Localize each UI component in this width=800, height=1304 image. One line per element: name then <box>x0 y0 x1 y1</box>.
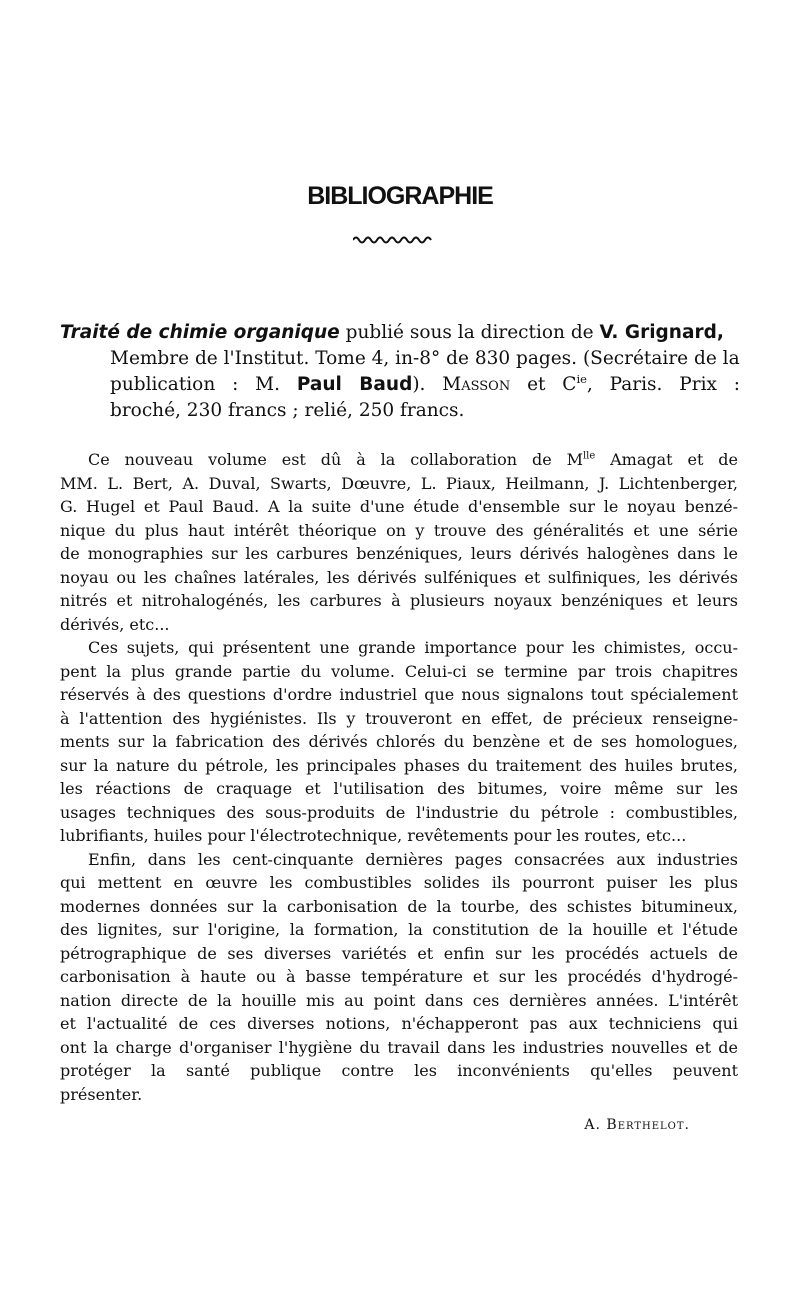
paragraph-line: noyau ou les chaînes latérales, les dérivés sulféniques et sulfiniques, les dérivés <box>60 567 738 587</box>
citation-line-3-start: publication : M. <box>110 374 280 395</box>
book-title: Traité de chimie organique <box>60 322 340 343</box>
citation-line-3 <box>60 372 740 398</box>
paragraph-line: de monographies sur les carbures benzéniques, leurs dérivés halogènes dans le <box>60 544 738 563</box>
paragraph-line: et l'actualité de ces diverses notions, n'échapperont pas aux techniciens qui <box>60 1014 738 1033</box>
paragraph-line: protéger la santé publique contre les inconvénients qu'elles peuvent <box>60 1061 738 1080</box>
paragraph-line <box>60 448 738 472</box>
citation-line-2: Membre de l'Institut. Tome 4, in-8° de 830 pages. (Secrétaire de la <box>110 348 740 369</box>
secretary-name: Paul Baud <box>296 374 413 395</box>
paragraph-line: les réactions de craquage et l'utilisation des bitumes, voire même sur les <box>60 779 738 798</box>
paragraph-line: pétrographique de ses diverses variétés et enfin sur les procédés actuels de <box>60 943 738 963</box>
page-title: BIBLIOGRAPHIE <box>307 182 493 210</box>
paragraph-line: pent la plus grande partie du volume. Celui-ci se termine par trois chapitres <box>60 661 738 681</box>
paragraph-line: usages techniques des sous-produits de l'industrie du pétrole : combustibles, <box>60 802 738 822</box>
paragraph-line: ont la charge d'organiser l'hygiène du travail dans les industries nouvelles et de <box>60 1037 738 1057</box>
paragraph-line: ments sur la fabrication des dérivés chlorés du benzène et de ses homologues, <box>60 732 738 751</box>
paragraph-line: présenter. <box>60 1084 143 1104</box>
paragraph-line: à l'attention des hygiénistes. Ils y trouveront en effet, de précieux renseigne- <box>60 708 738 728</box>
paragraph-line: modernes données sur la carbonisation de la tourbe, des schistes bitumineux, <box>60 896 738 916</box>
paragraph-line: nitrés et nitrohalogénés, les carbures à plusieurs noyaux benzéniques et leurs <box>60 591 738 610</box>
publisher-name: Masson <box>442 374 511 395</box>
paragraph-line: Ces sujets, qui présentent une grande importance pour les chimistes, occu- <box>88 638 738 657</box>
paragraph-line: sur la nature du pétrole, les principales phases du traitement des huiles brutes, <box>60 755 738 775</box>
citation-line-3-mid: ). <box>412 374 443 395</box>
paragraph-line: G. Hugel et Paul Baud. A la suite d'une étude d'ensemble sur le noyau benzé- <box>60 497 738 516</box>
paragraph-line: qui mettent en œuvre les combustibles solides ils pourront puiser les plus <box>60 873 738 892</box>
line-text: Amagat et de <box>595 450 739 469</box>
citation-superscript: ie <box>576 371 587 386</box>
superscript: lle <box>583 450 596 462</box>
review-body <box>60 448 738 1106</box>
book-citation <box>60 320 740 424</box>
signature-text: A. Berthelot. <box>584 1117 690 1133</box>
paragraph-line: carbonisation à haute ou à basse température et sur les procédés d'hydrogé- <box>60 967 738 986</box>
paragraph-line: nique du plus haut intérêt théorique on y trouve des généralités et une série <box>60 520 738 540</box>
editor-name: V. Grignard, <box>599 322 724 343</box>
citation-line-3-end: , Paris. Prix : <box>586 374 740 395</box>
paragraph-line: des lignites, sur l'origine, la formation, la constitution de la houille et l'étude <box>60 920 738 939</box>
citation-intro: publié sous la direction de <box>345 322 594 343</box>
paragraph-line: MM. L. Bert, A. Duval, Swarts, Dœuvre, L. Piaux, Heilmann, J. Lichtenberger, <box>60 473 738 493</box>
paragraph-line: Enfin, dans les cent-cinquante dernières pages consacrées aux industries <box>88 849 738 869</box>
decorative-ornament <box>353 234 433 244</box>
author-signature <box>584 1117 690 1133</box>
paragraph-line: nation directe de la houille mis au point dans ces dernières années. L'intérêt <box>60 990 738 1010</box>
paragraph-line: lubrifiants, huiles pour l'électrotechnique, revêtements pour les routes, etc... <box>60 826 687 845</box>
paragraph-line: dérivés, etc... <box>60 614 170 634</box>
citation-line-1 <box>60 320 740 346</box>
citation-line-4: broché, 230 francs ; relié, 250 francs. <box>110 400 465 421</box>
line-text: Ce nouveau volume est dû à la collaboration de M <box>88 450 584 469</box>
paragraph-line: réservés à des questions d'ordre industriel que nous signalons tout spécialement <box>60 685 738 704</box>
citation-line-3-et: et C <box>510 374 577 395</box>
